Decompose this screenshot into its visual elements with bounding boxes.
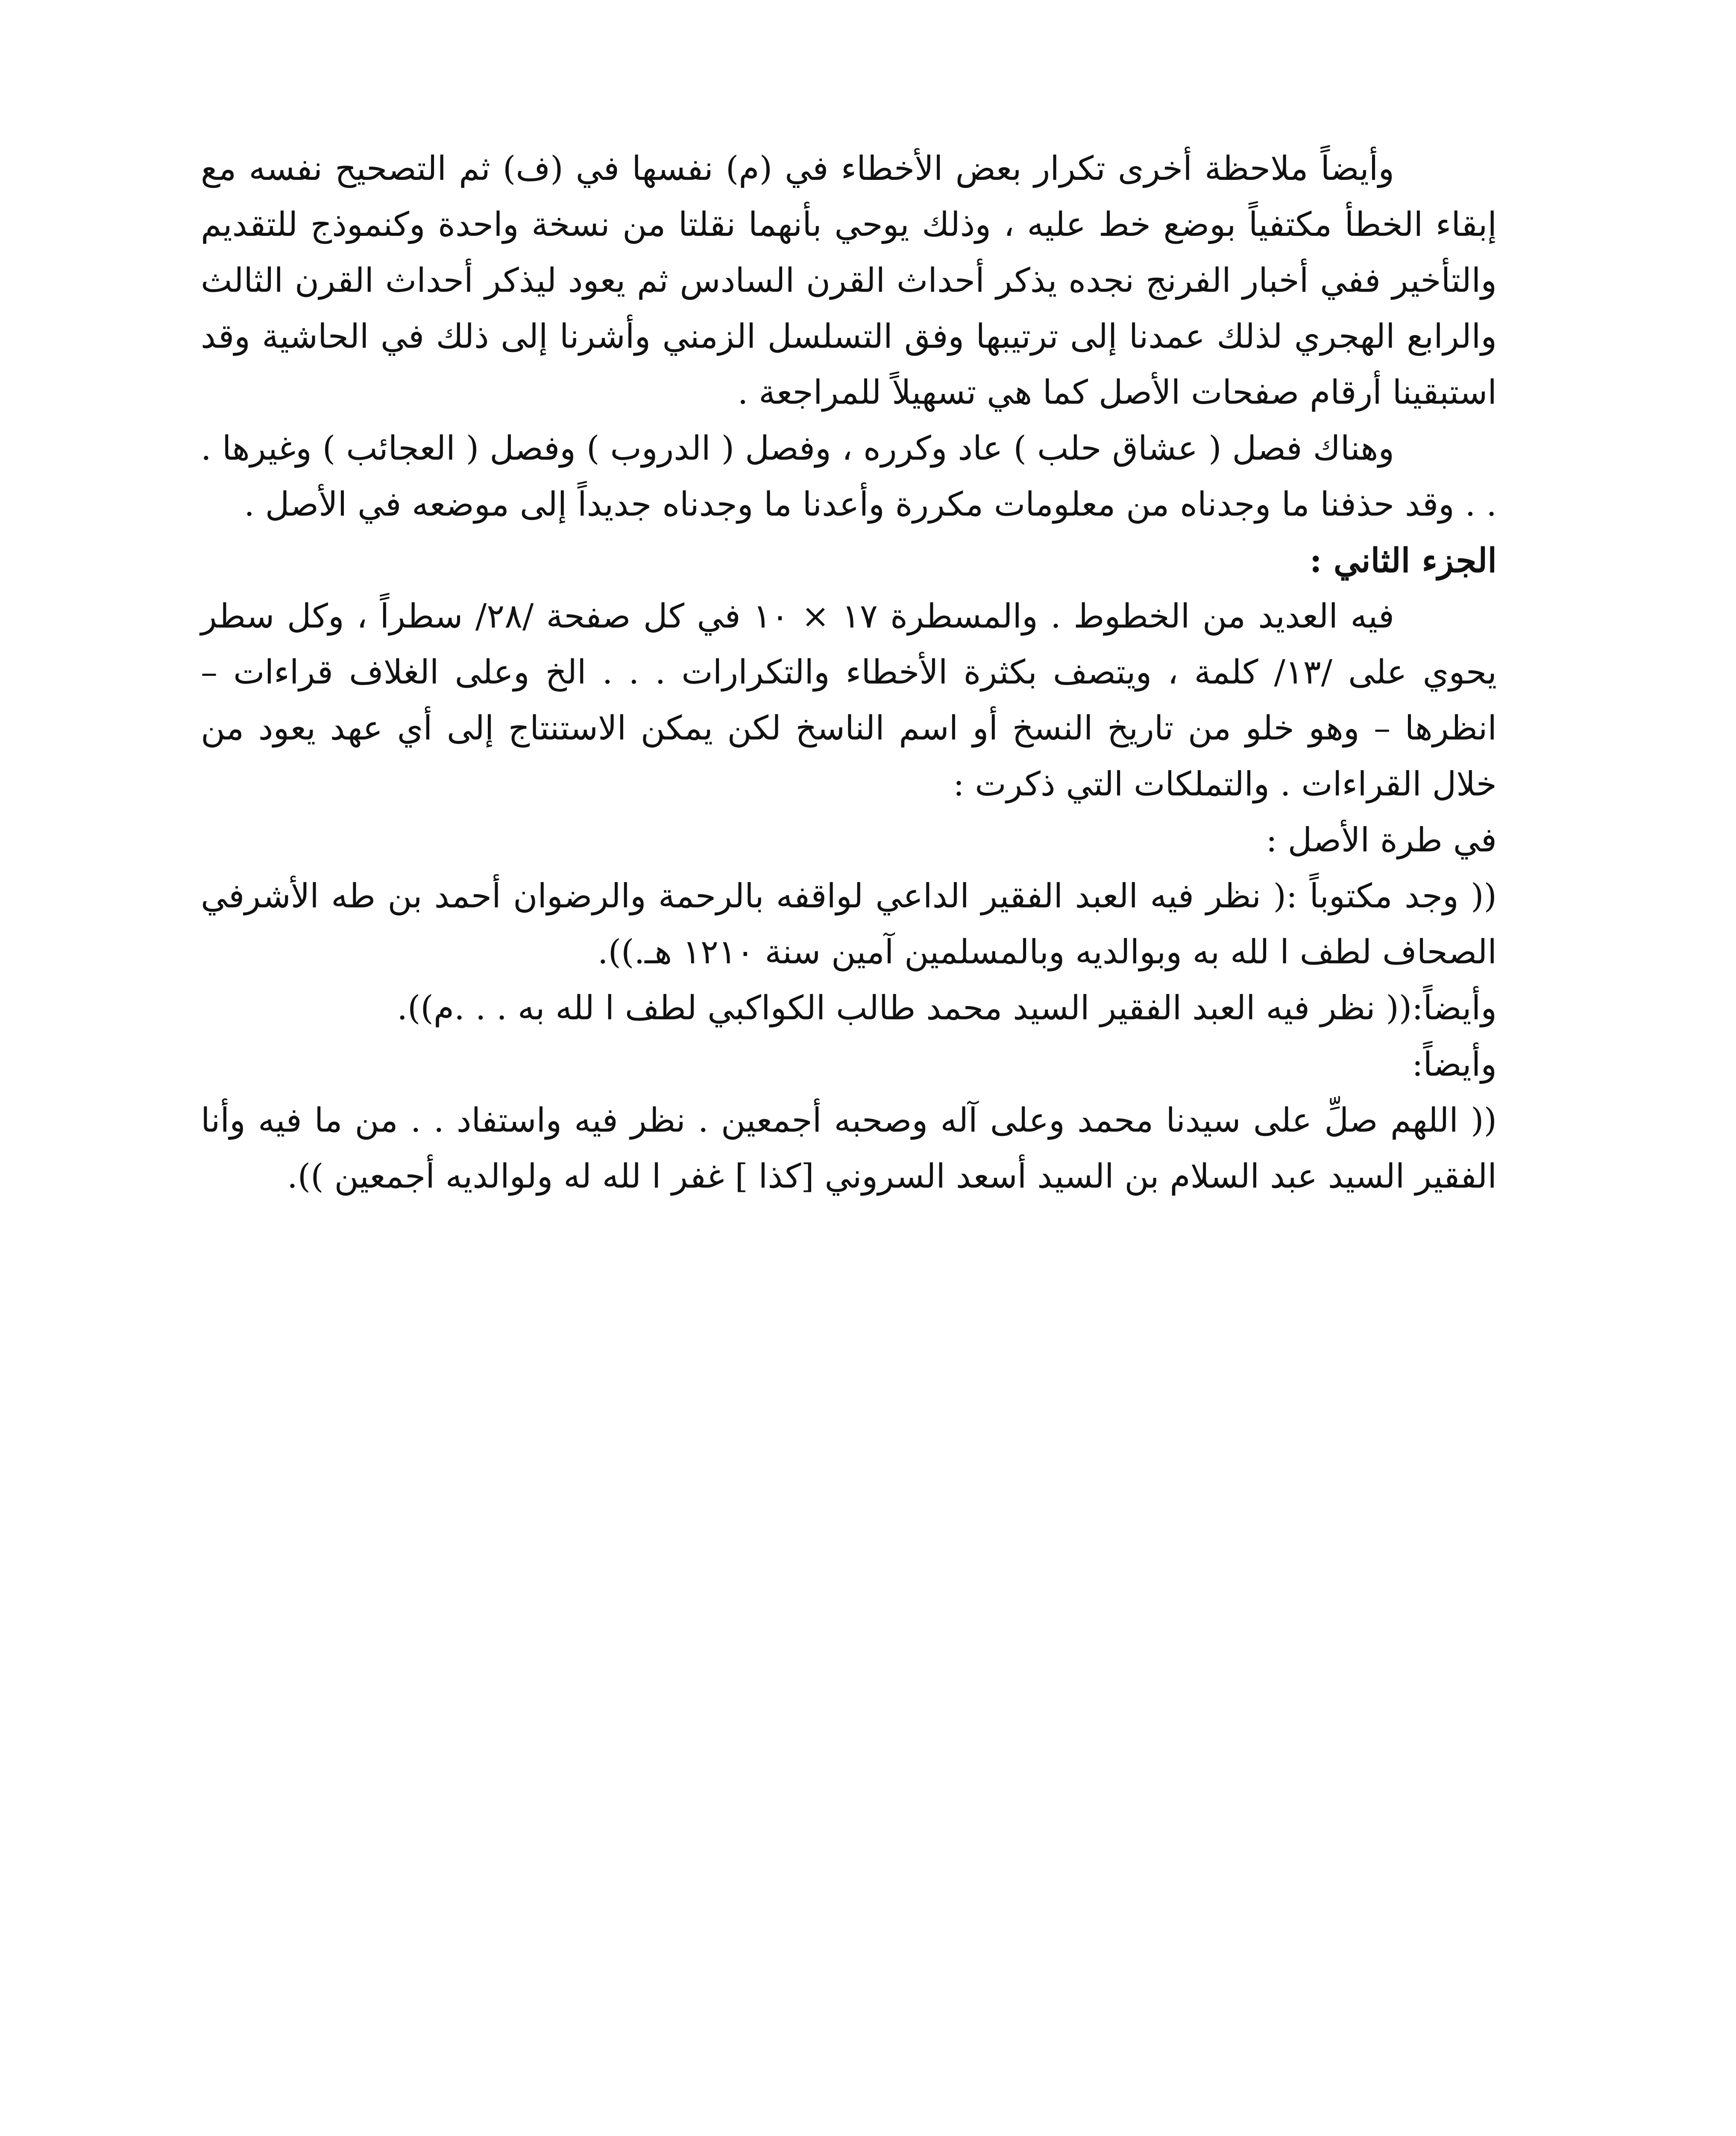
paragraph-also-label: وأيضاً: [1412,1045,1497,1084]
body-text [201,141,1497,1205]
paragraph-title-page-label: في طرة الأصل : [1266,821,1497,860]
paragraph-chapters: وهناك فصل ( عشاق حلب ) عاد وكرره ، وفصل ( الدروب ) وفصل ( العجائب ) وغيرها . . . وقد حذفنا ما وجدناه من معلومات مكررة وأعدنا ما وجدناه جديداً إلى موضعه في الأصل . [201,429,1497,524]
paragraph-ownership-note-2: وأيضاً:(( نظر فيه العبد الفقير السيد محمد طالب الكواكبي لطف ا لله به . . .م)). [397,989,1497,1028]
paragraph-manuscript-description: فيه العديد من الخطوط . والمسطرة ١٧ × ١٠ في كل صفحة /٢٨/ سطراً ، وكل سطر يحوي على /١٣/ كلمة ، ويتصف بكثرة الأخطاء والتكرارات . . . الخ وعلى الغلاف قراءات – انظرها – وهو خلو من تاريخ النسخ أو اسم الناسخ لكن يمكن الاستنتاج إلى أي عهد يعود من خلال القراءات . والتملكات التي ذكرت : [201,597,1497,804]
paragraph-ownership-note-1: (( وجد مكتوباً :( نظر فيه العبد الفقير الداعي لواقفه بالرحمة والرضوان أحمد بن طه الأشرفي الصحاف لطف ا لله به وبوالديه وبالمسلمين آمين سنة ١٢١٠ هـ.)). [201,877,1497,972]
section-heading-part-two: الجزء الثاني : [1309,541,1497,581]
paragraph-errors-repetition: وأيضاً ملاحظة أخرى تكرار بعض الأخطاء في (م) نفسها في (ف) ثم التصحيح نفسه مع إبقاء الخطأ مكتفياً بوضع خط عليه ، وذلك يوحي بأنهما نقلتا من نسخة واحدة وكنموذج للتقديم والتأخير ففي أخبار الفرنج نجده يذكر أحداث القرن السادس ثم يعود ليذكر أحداث القرن الثالث والرابع الهجري لذلك عمدنا إلى ترتيبها وفق التسلسل الزمني وأشرنا إلى ذلك في الحاشية وقد استبقينا أرقام صفحات الأصل كما هي تسهيلاً للمراجعة . [201,150,1497,412]
paragraph-ownership-note-3: (( اللهم صلِّ على سيدنا محمد وعلى آله وصحبه أجمعين . نظر فيه واستفاد . . من ما فيه وأنا الفقير السيد عبد السلام بن السيد أسعد السروني [كذا ] غفر ا لله له ولوالديه أجمعين )). [201,1101,1497,1196]
